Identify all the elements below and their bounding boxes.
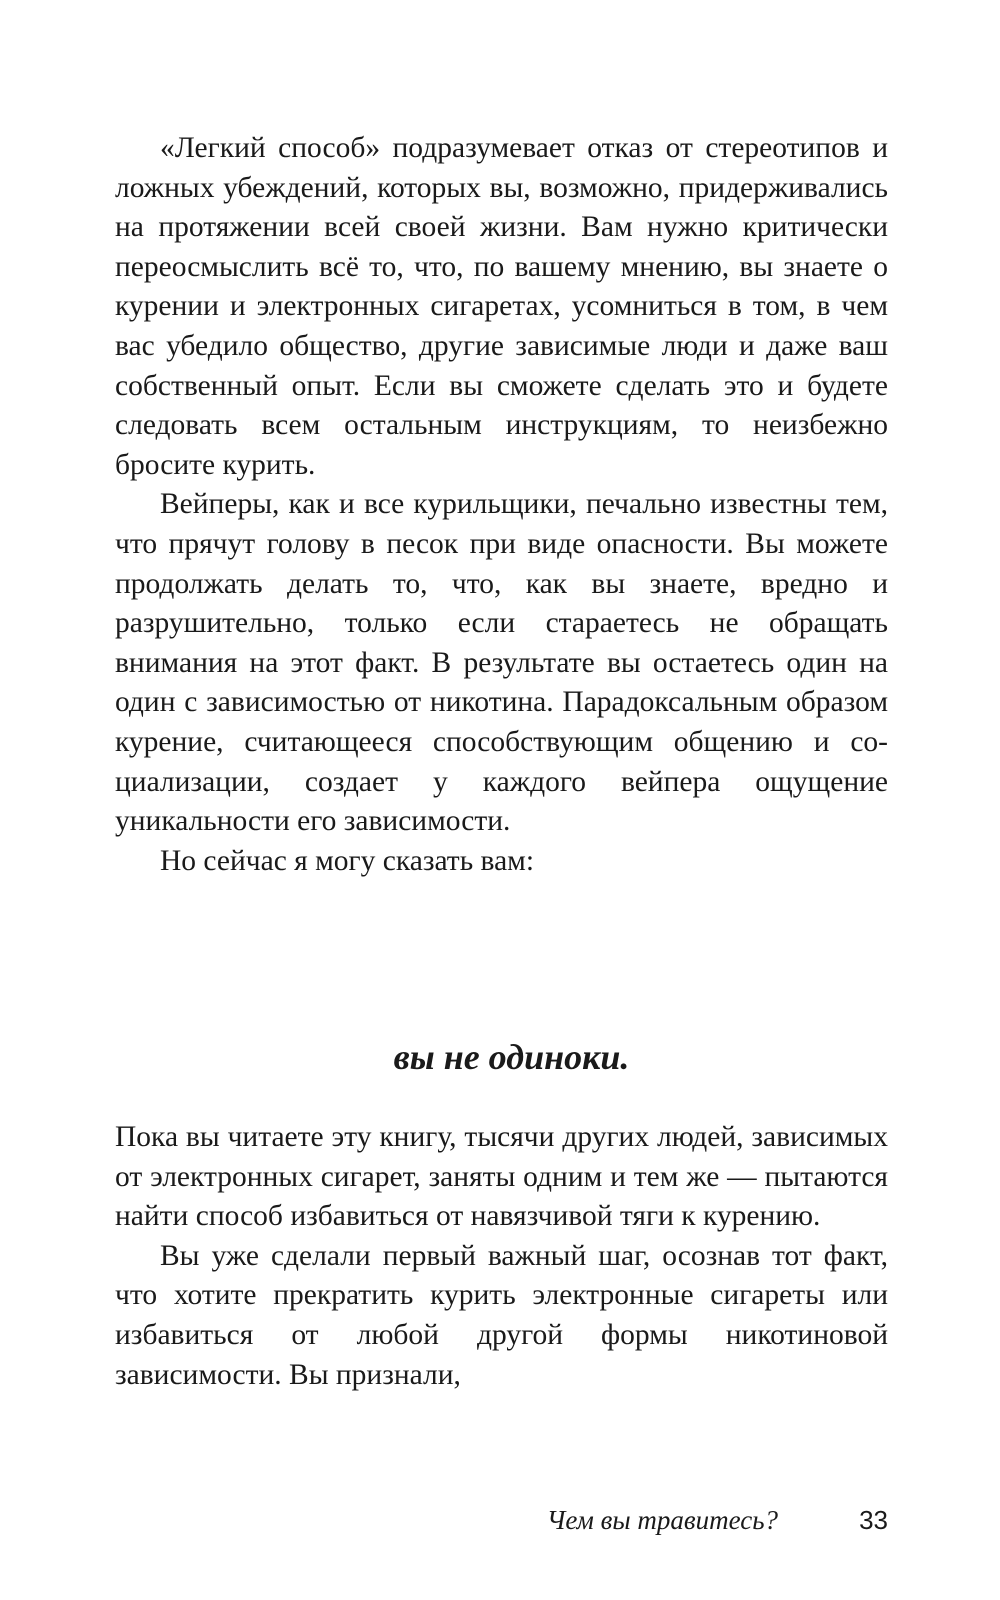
- paragraph-easy-way: «Легкий способ» подразумевает отказ от стереотипов и ложных убеждений, которых вы, возможно, придерживались на протяжении всей своей жизни. Вам нужно критически переосмыслить всё то, что, по вашему мнению, вы знаете о курении и электронных сигаретах, усомниться в том, в чем вас убедило общество, другие зависимые люди и даже ваш собственный опыт. Если вы сможете сделать это и будете следовать всем остальным инструкциям, то неизбежно бросите курить.: [115, 132, 888, 481]
- emphasis-line: вы не одиноки.: [393, 1037, 630, 1077]
- body-text-lower: [115, 1118, 888, 1395]
- paragraph-while-reading: Пока вы читаете эту книгу, тысячи других людей, зависимых от электронных сигарет, заняты одним и тем же — пытаются найти способ избавиться от навязчивой тяги к курению.: [115, 1121, 888, 1233]
- paragraph-but-now: Но сейчас я могу сказать вам:: [160, 844, 535, 877]
- page-footer: [115, 1502, 888, 1538]
- paragraph-first-step: Вы уже сделали первый важный шаг, осознав тот факт, что хотите прекратить курить электронные сигареты или избавиться от любой другой формы никотиновой зависимости. Вы признали,: [115, 1239, 888, 1391]
- body-text-upper: [115, 129, 888, 881]
- page-number: 33: [859, 1505, 888, 1535]
- running-title: Чем вы травитесь?: [546, 1505, 778, 1535]
- paragraph-vapers: Вейперы, как и все курильщики, печально известны тем, что прячут голову в песок при виде опасности. Вы можете продолжать делать то, что, как вы знаете, вредно и разрушительно, только если стараетесь не обращать внимания на этот факт. В результате вы остаетесь один на один с зависимостью от никотина. Парадоксальным образом курение, считающееся способствующим общению и социализации, создает у каждого вейпера ощущение уникальности его зависимости.: [115, 488, 888, 838]
